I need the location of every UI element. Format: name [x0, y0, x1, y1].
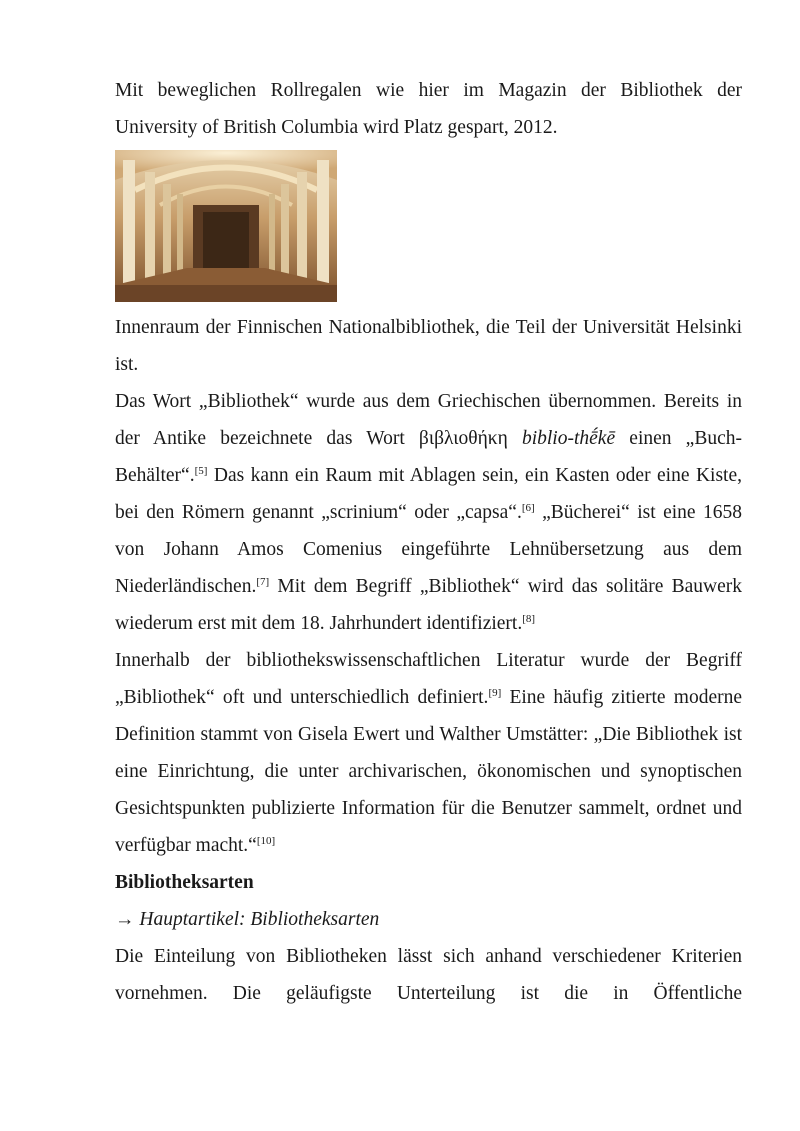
footnote-link-10[interactable]: [10] — [256, 835, 276, 847]
footnote-link-5[interactable]: [5] — [194, 465, 208, 477]
footnote-link-9[interactable]: [9] — [488, 687, 502, 699]
paragraph-text: Eine häufig zitierte moderne Definition stammt von Gisela Ewert und Walther Umstätter: „Die Bibliothek ist eine Einrichtung, die unter archivarischen, ökonomischen und synoptischen Gesichtspunkten publizierte Information für die Benutzer sammelt, ordnet und verfügbar macht.“ — [115, 687, 742, 856]
paragraph-text: Das kann ein Raum mit Ablagen sein, ein Kasten oder eine Kiste, bei den Römern genannt „scrinium“ oder „capsa“. — [115, 465, 742, 523]
right-arrow-icon: → — [115, 909, 135, 930]
main-article-link[interactable] — [115, 901, 742, 938]
footnote-link-7[interactable]: [7] — [256, 576, 270, 588]
main-article-text: Hauptartikel: Bibliotheksarten — [134, 909, 380, 930]
paragraph-definition — [115, 642, 742, 864]
image-caption-ubc: Mit beweglichen Rollregalen wie hier im Magazin der Bibliothek der University of British Columbia wird Platz gespart, 2012. — [115, 80, 742, 138]
paragraph-text: Das Wort „Bibliothek“ wurde aus dem Griechischen übernommen. Bereits in der Antike bezeichnete das Wort βιβλιοθήκη — [115, 391, 742, 449]
paragraph-text: „Bücherei“ ist eine 1658 von Johann Amos Comenius eingeführte Lehnübersetzung aus dem Niederländischen. — [115, 502, 742, 597]
section-heading: Bibliotheksarten — [115, 872, 254, 893]
paragraph-text: Innerhalb der bibliothekswissenschaftlichen Literatur wurde der Begriff „Bibliothek“ oft und unterschiedlich definiert. — [115, 650, 742, 708]
footnote-link-6[interactable]: [6] — [521, 502, 535, 514]
image-caption-helsinki: Innenraum der Finnischen Nationalbibliothek, die Teil der Universität Helsinki ist. — [115, 317, 742, 375]
paragraph-text: Mit dem Begriff „Bibliothek“ wird das solitäre Bauwerk wiederum erst mit dem 18. Jahrhundert identifiziert. — [115, 576, 742, 634]
greek-transliteration: biblio-thḗkē — [521, 428, 616, 449]
footnote-link-8[interactable]: [8] — [522, 613, 536, 625]
paragraph-etymology — [115, 383, 742, 642]
library-photo-drawing — [115, 150, 337, 302]
paragraph-types: Die Einteilung von Bibliotheken lässt sich anhand verschiedener Kriterien vornehmen. Die geläufigste Unterteilung ist die in Öffentliche — [115, 946, 742, 1004]
document-page — [115, 72, 742, 1012]
paragraph-text: einen „Buch-Behälter“. — [115, 428, 742, 486]
library-interior-photo — [115, 150, 337, 302]
